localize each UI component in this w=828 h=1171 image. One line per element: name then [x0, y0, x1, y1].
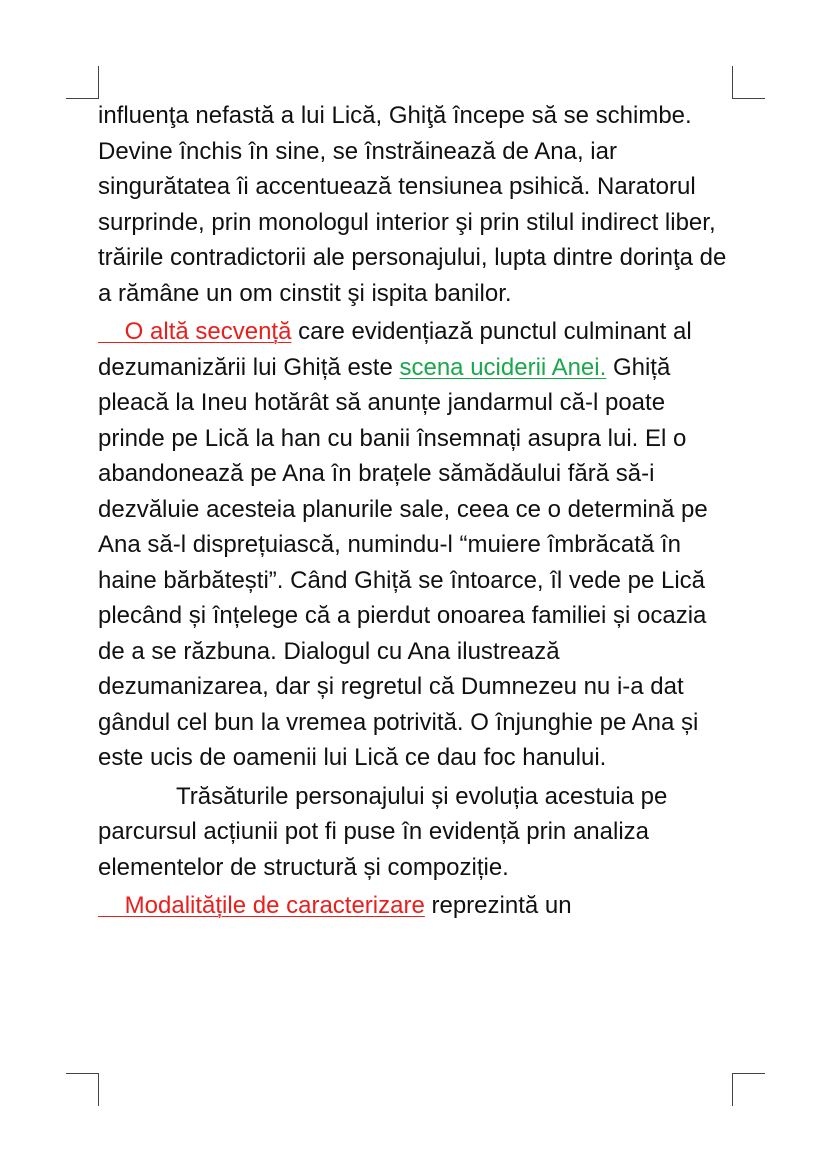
- paragraph-2-lead-space: [98, 318, 125, 345]
- paragraph-4-text: reprezintă un: [424, 892, 572, 919]
- paragraph-3-text: Trăsăturile personajului și evoluția acestuia pe parcursul acțiunii pot fi puse în evidență prin analiza elementelor de structură și compoziție.: [98, 782, 668, 881]
- crop-mark-top-left: [66, 66, 99, 99]
- crop-mark-bottom-left: [66, 1073, 99, 1106]
- paragraph-2: [98, 314, 732, 776]
- paragraph-4: [98, 888, 732, 924]
- paragraph-2-text-a: care evidențiază punctul culminant al dezumanizării lui Ghiță este: [98, 318, 692, 381]
- paragraph-2-red-phrase: O altă secvență: [124, 318, 292, 345]
- paragraph-4-red-phrase: Modalitățile de caracterizare: [124, 892, 425, 919]
- paragraph-1-text: influenţa nefastă a lui Lică, Ghiţă începe să se schimbe. Devine închis în sine, se înstrăinează de Ana, iar singurătatea îi accentuează tensiunea psihică. Naratorul surprinde, prin monologul interior şi prin stilul indirect liber, trăirile contradictorii ale personajului, lupta dintre dorinţa de a rămâne un om cinstit şi ispita banilor.: [98, 102, 727, 307]
- paragraph-4-lead-space: [98, 892, 125, 919]
- paragraph-3: [98, 779, 732, 886]
- crop-mark-top-right: [732, 66, 765, 99]
- paragraph-2-red-highlight: [98, 318, 291, 345]
- paragraph-2-text-b: Ghiță pleacă la Ineu hotărât să anunțe jandarmul că-l poate prinde pe Lică la han cu banii însemnați asupra lui. El o abandonează pe Ana în brațele sămădăului fără să-i dezvăluie acesteia planurile sale, ceea ce o determină pe Ana să-l disprețuiască, numindu-l “muiere îmbrăcată în haine bărbătești”. Când Ghiță se întoarce, îl vede pe Lică plecând și înțelege că a pierdut onoarea familiei și ocazia de a se răzbuna. Dialogul cu Ana ilustrează dezumanizarea, dar și regretul că Dumnezeu nu i-a dat gândul cel bun la vremea potrivită. O înjunghie pe Ana și este ucis de oamenii lui Lică ce dau foc hanului.: [98, 353, 708, 771]
- document-page-body: [98, 98, 732, 927]
- paragraph-2-green-phrase: scena uciderii Anei.: [399, 353, 607, 381]
- crop-mark-bottom-right: [732, 1073, 765, 1106]
- paragraph-4-red-highlight: [98, 892, 425, 919]
- paragraph-1: [98, 98, 732, 311]
